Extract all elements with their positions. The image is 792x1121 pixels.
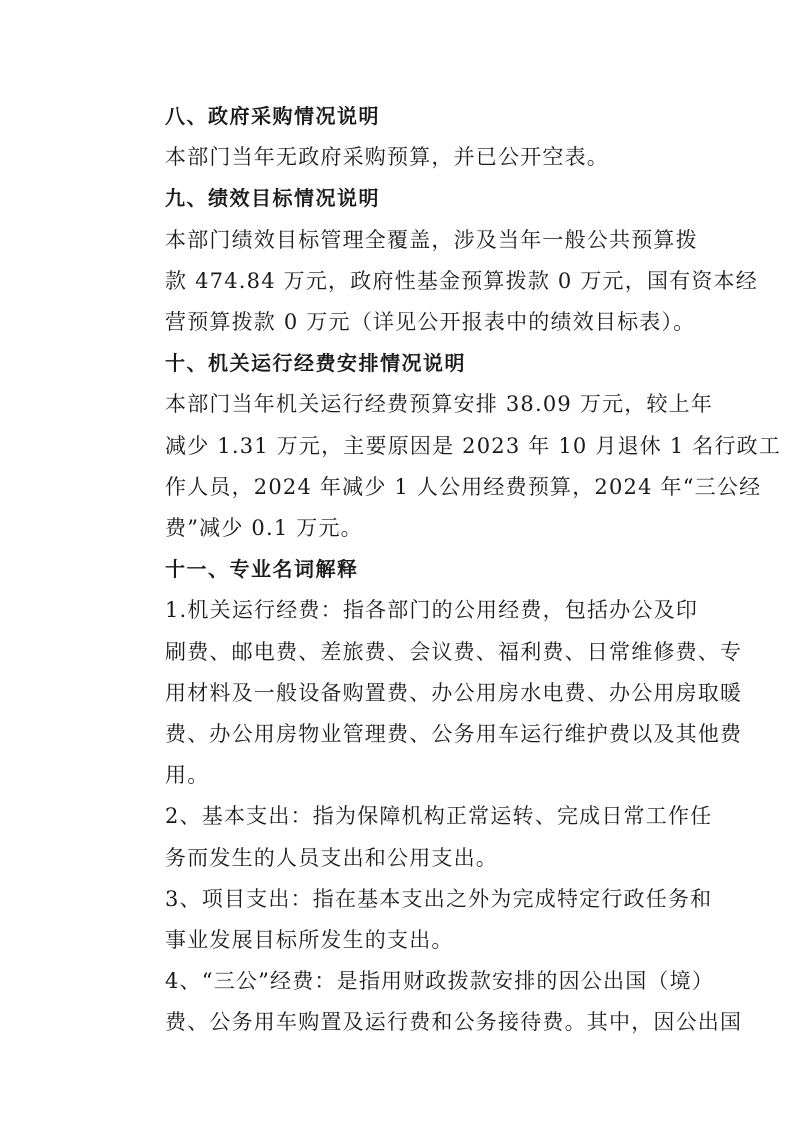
glossary-paragraph-2	[115, 796, 713, 878]
paragraph-line: 作人员，2024 年减少 1 人公用经费预算，2024 年“三公经	[165, 474, 762, 499]
paragraph-line: 用。	[165, 763, 210, 788]
paragraph-line: 本部门绩效目标管理全覆盖，涉及当年一般公共预算拨	[165, 227, 698, 252]
paragraph-line: 务而发生的人员支出和公用支出。	[165, 845, 498, 870]
paragraph-line: 营预算拨款 0 万元（详见公开报表中的绩效目标表）。	[165, 310, 696, 335]
paragraph-line: 费、公务用车购置及运行费和公务接待费。其中，因公出国	[165, 1010, 743, 1035]
paragraph-line: 本部门当年机关运行经费预算安排 38.09 万元，较上年	[165, 392, 714, 417]
paragraph-line: 事业发展目标所发生的支出。	[165, 928, 454, 953]
section-heading-glossary: 十一、专业名词解释	[165, 557, 359, 582]
paragraph-line: 费”减少 0.1 万元。	[165, 516, 363, 541]
document-page	[115, 96, 782, 1044]
paragraph-line: 刷费、邮电费、差旅费、会议费、福利费、日常维修费、专	[165, 639, 743, 664]
section-paragraph	[115, 137, 687, 178]
section-heading-performance: 九、绩效目标情况说明	[165, 186, 380, 211]
paragraph-line: 本部门当年无政府采购预算，并已公开空表。	[165, 145, 609, 170]
paragraph-line: 费、办公用房物业管理费、公务用车运行维护费以及其他费	[165, 722, 743, 747]
section-paragraph	[115, 220, 758, 344]
paragraph-line: 1.机关运行经费：指各部门的公用经费，包括办公及印	[165, 598, 699, 623]
glossary-paragraph-3	[115, 879, 713, 961]
paragraph-line: 款 474.84 万元，政府性基金预算拨款 0 万元，国有资本经	[165, 268, 758, 293]
paragraph-line: 减少 1.31 万元，主要原因是 2023 年 10 月退休 1 名行政工	[165, 433, 782, 458]
paragraph-line: 3、项目支出：指在基本支出之外为完成特定行政任务和	[165, 886, 713, 911]
paragraph-line: 2、基本支出：指为保障机构正常运转、完成日常工作任	[165, 804, 713, 829]
paragraph-line: 用材料及一般设备购置费、办公用房水电费、办公用房取暖	[165, 680, 743, 705]
section-heading-procurement: 八、政府采购情况说明	[165, 104, 380, 128]
section-heading-operating-funds: 十、机关运行经费安排情况说明	[165, 351, 466, 376]
paragraph-line: 4、“三公”经费：是指用财政拨款安排的因公出国（境）	[165, 969, 715, 994]
glossary-paragraph-1	[115, 590, 743, 796]
glossary-paragraph-4	[115, 961, 743, 1043]
section-paragraph	[115, 384, 782, 549]
